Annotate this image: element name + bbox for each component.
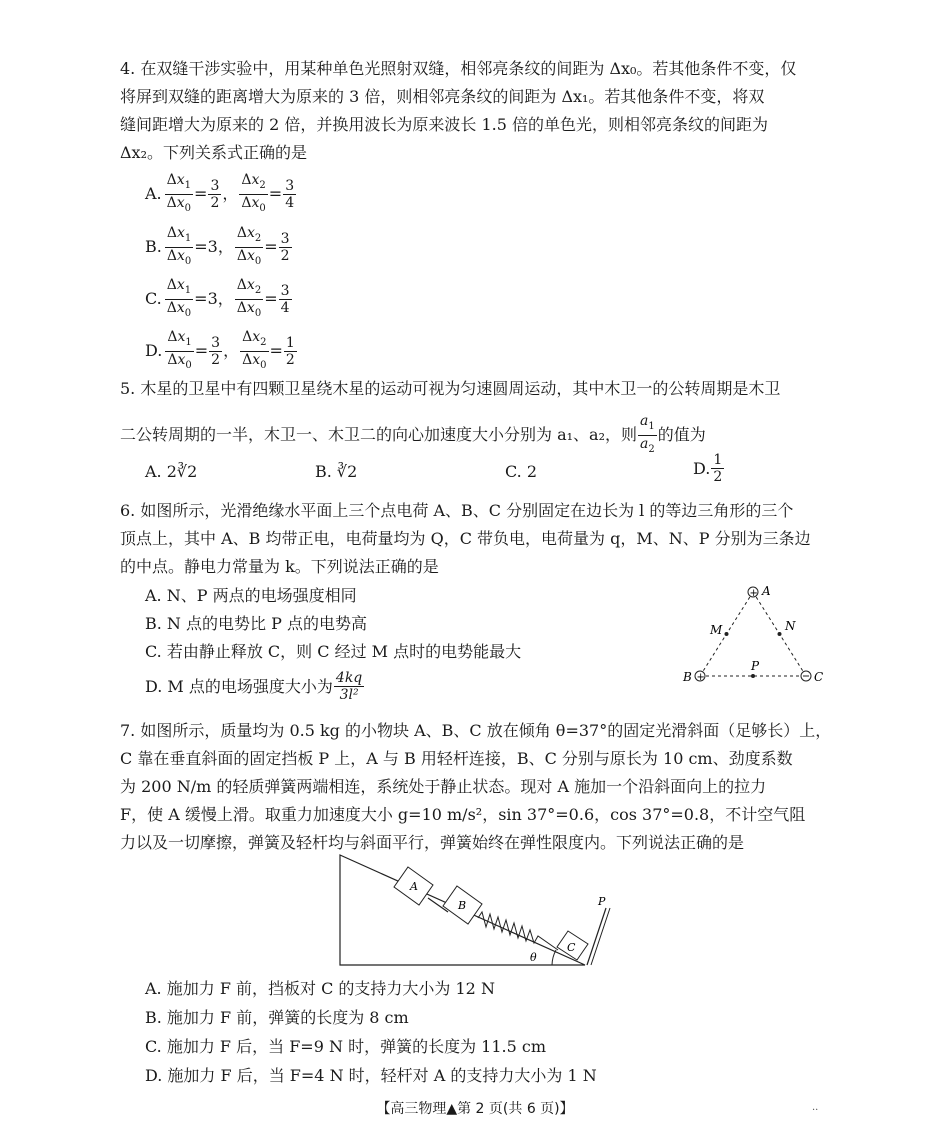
question-7	[120, 717, 832, 857]
q4-line-3: 缝间距增大为原来的 2 倍，并换用波长为原来波长 1.5 倍的单色光，则相邻亮条纹的间距为	[120, 115, 768, 134]
label-b: B	[683, 670, 692, 684]
q5-options	[145, 452, 845, 494]
q5-option-a[interactable]: A. 2∛2	[145, 462, 198, 481]
q7-line-1: 7. 如图所示，质量均为 0.5 kg 的小物块 A、B、C 放在倾角 θ=37°的固定光滑斜面（足够长）上，	[120, 721, 832, 740]
point-m	[725, 632, 729, 636]
q7-line-2: C 靠在垂直斜面的固定挡板 P 上，A 与 B 用轻杆连接，B、C 分别与原长为 10 cm、劲度系数	[120, 749, 793, 768]
q7-line-5: 力以及一切摩擦，弹簧及轻杆均与斜面平行，弹簧始终在弹性限度内。下列说法正确的是	[120, 833, 745, 852]
svg-text:P: P	[598, 895, 606, 908]
q6-option-a[interactable]: A. N、P 两点的电场强度相同	[145, 586, 357, 605]
page-footer: 【高三物理▲第 2 页(共 6 页)】	[376, 1101, 574, 1117]
q5-line-2: 二公转周期的一半，木卫一、木卫二的向心加速度大小分别为 a₁、a₂，则	[120, 425, 637, 445]
corner-mark: ··	[812, 1105, 819, 1116]
svg-text:+: +	[696, 672, 705, 683]
q7-option-c[interactable]: C. 施加力 F 后，当 F=9 N 时，弹簧的长度为 11.5 cm	[145, 1037, 546, 1056]
q4-option-d[interactable]: D. $\frac{\Delta x_1}{\Delta x_0}$ = $\frac{3}{2}$ ， $\frac{\Delta x_2}{\Delta x_0}$ = $\frac{1}{2}$	[145, 329, 295, 371]
q6-line-3: 的中点。静电力常量为 k。下列说法正确的是	[120, 557, 439, 576]
q7-option-b[interactable]: B. 施加力 F 前，弹簧的长度为 8 cm	[145, 1008, 409, 1027]
q6-line-1: 6. 如图所示，光滑绝缘水平面上三个点电荷 A、B、C 分别固定在边长为 l 的等边三角形的三个	[120, 501, 794, 520]
q4-option-a[interactable]: A. $\frac{\Delta x_1}{\Delta x_0}$ = $\frac{3}{2}$ ， $\frac{\Delta x_2}{\Delta x_0}$ = $\frac{3}{4}$	[145, 172, 295, 214]
svg-text:C: C	[567, 941, 576, 954]
question-6	[120, 497, 832, 581]
q6-option-d[interactable]: D. M 点的电场强度大小为 $\frac{4kq}{\text{3l²}}$	[145, 670, 363, 703]
label-c: C	[814, 670, 824, 684]
q4-line-2: 将屏到双缝的距离增大为原来的 3 倍，则相邻亮条纹的间距为 Δx₁。若其他条件不变，将双	[120, 87, 765, 106]
question-4	[120, 55, 832, 167]
q5-option-d[interactable]: D. $\frac{1}{2}$	[693, 452, 723, 485]
q7-option-d[interactable]: D. 施加力 F 后，当 F=4 N 时，轻杆对 A 的支持力大小为 1 N	[145, 1066, 597, 1085]
question-5: 5. 木星的卫星中有四颗卫星绕木星的运动可视为匀速圆周运动，其中木卫一的公转周期是木卫 二公转周期的一半，木卫一、木卫二的向心加速度大小分别为 a₁、a₂，则 $\frac{a_1}{a_2}$ 的值为	[120, 375, 832, 458]
point-p	[751, 674, 755, 678]
q6-option-c[interactable]: C. 若由静止释放 C，则 C 经过 M 点时的电势能最大	[145, 642, 522, 661]
svg-text:B: B	[458, 899, 467, 912]
q7-line-4: F，使 A 缓慢上滑。取重力加速度大小 g=10 m/s²，sin 37°=0.6，cos 37°=0.8，不计空气阻	[120, 805, 806, 824]
label-a: A	[762, 584, 771, 598]
label-m: M	[710, 623, 723, 637]
q7-option-a[interactable]: A. 施加力 F 前，挡板对 C 的支持力大小为 12 N	[145, 979, 495, 998]
q5-line-1: 5. 木星的卫星中有四颗卫星绕木星的运动可视为匀速圆周运动，其中木卫一的公转周期是木卫	[120, 379, 781, 398]
q6-line-2: 顶点上，其中 A、B 均带正电，电荷量均为 Q，C 带负电，电荷量为 q，M、N、P 分别为三条边	[120, 529, 811, 548]
svg-text:θ: θ	[530, 951, 537, 964]
q5-option-b[interactable]: B. ∛2	[315, 462, 358, 481]
q6-triangle-figure	[675, 578, 835, 688]
q7-incline-figure	[330, 850, 620, 970]
q4-line-4: Δx₂。下列关系式正确的是	[120, 143, 307, 162]
q6-option-b[interactable]: B. N 点的电势比 P 点的电势高	[145, 614, 367, 633]
angle-arc	[552, 950, 556, 965]
svg-text:A: A	[410, 880, 418, 893]
q7-line-3: 为 200 N/m 的轻质弹簧两端相连，系统处于静止状态。现对 A 施加一个沿斜面向上的拉力	[120, 777, 767, 796]
label-n: N	[785, 619, 796, 633]
label-p: P	[751, 659, 760, 673]
barrier-p	[587, 908, 606, 965]
q4-option-c[interactable]: C. $\frac{\Delta x_1}{\Delta x_0}$ = 3 ， $\frac{\Delta x_2}{\Delta x_0}$ = $\frac{3}{4}$	[145, 277, 290, 319]
q5-option-c[interactable]: C. 2	[505, 462, 538, 481]
spring	[478, 912, 558, 950]
q4-line-1: 4. 在双缝干涉实验中，用某种单色光照射双缝，相邻亮条纹的间距为 Δx₀。若其他条件不变，仅	[120, 59, 797, 78]
svg-text:+: +	[749, 588, 758, 599]
point-n	[778, 632, 782, 636]
q4-option-b[interactable]: B. $\frac{\Delta x_1}{\Delta x_0}$ = 3 ， $\frac{\Delta x_2}{\Delta x_0}$ = $\frac{3}{2}$	[145, 225, 290, 267]
